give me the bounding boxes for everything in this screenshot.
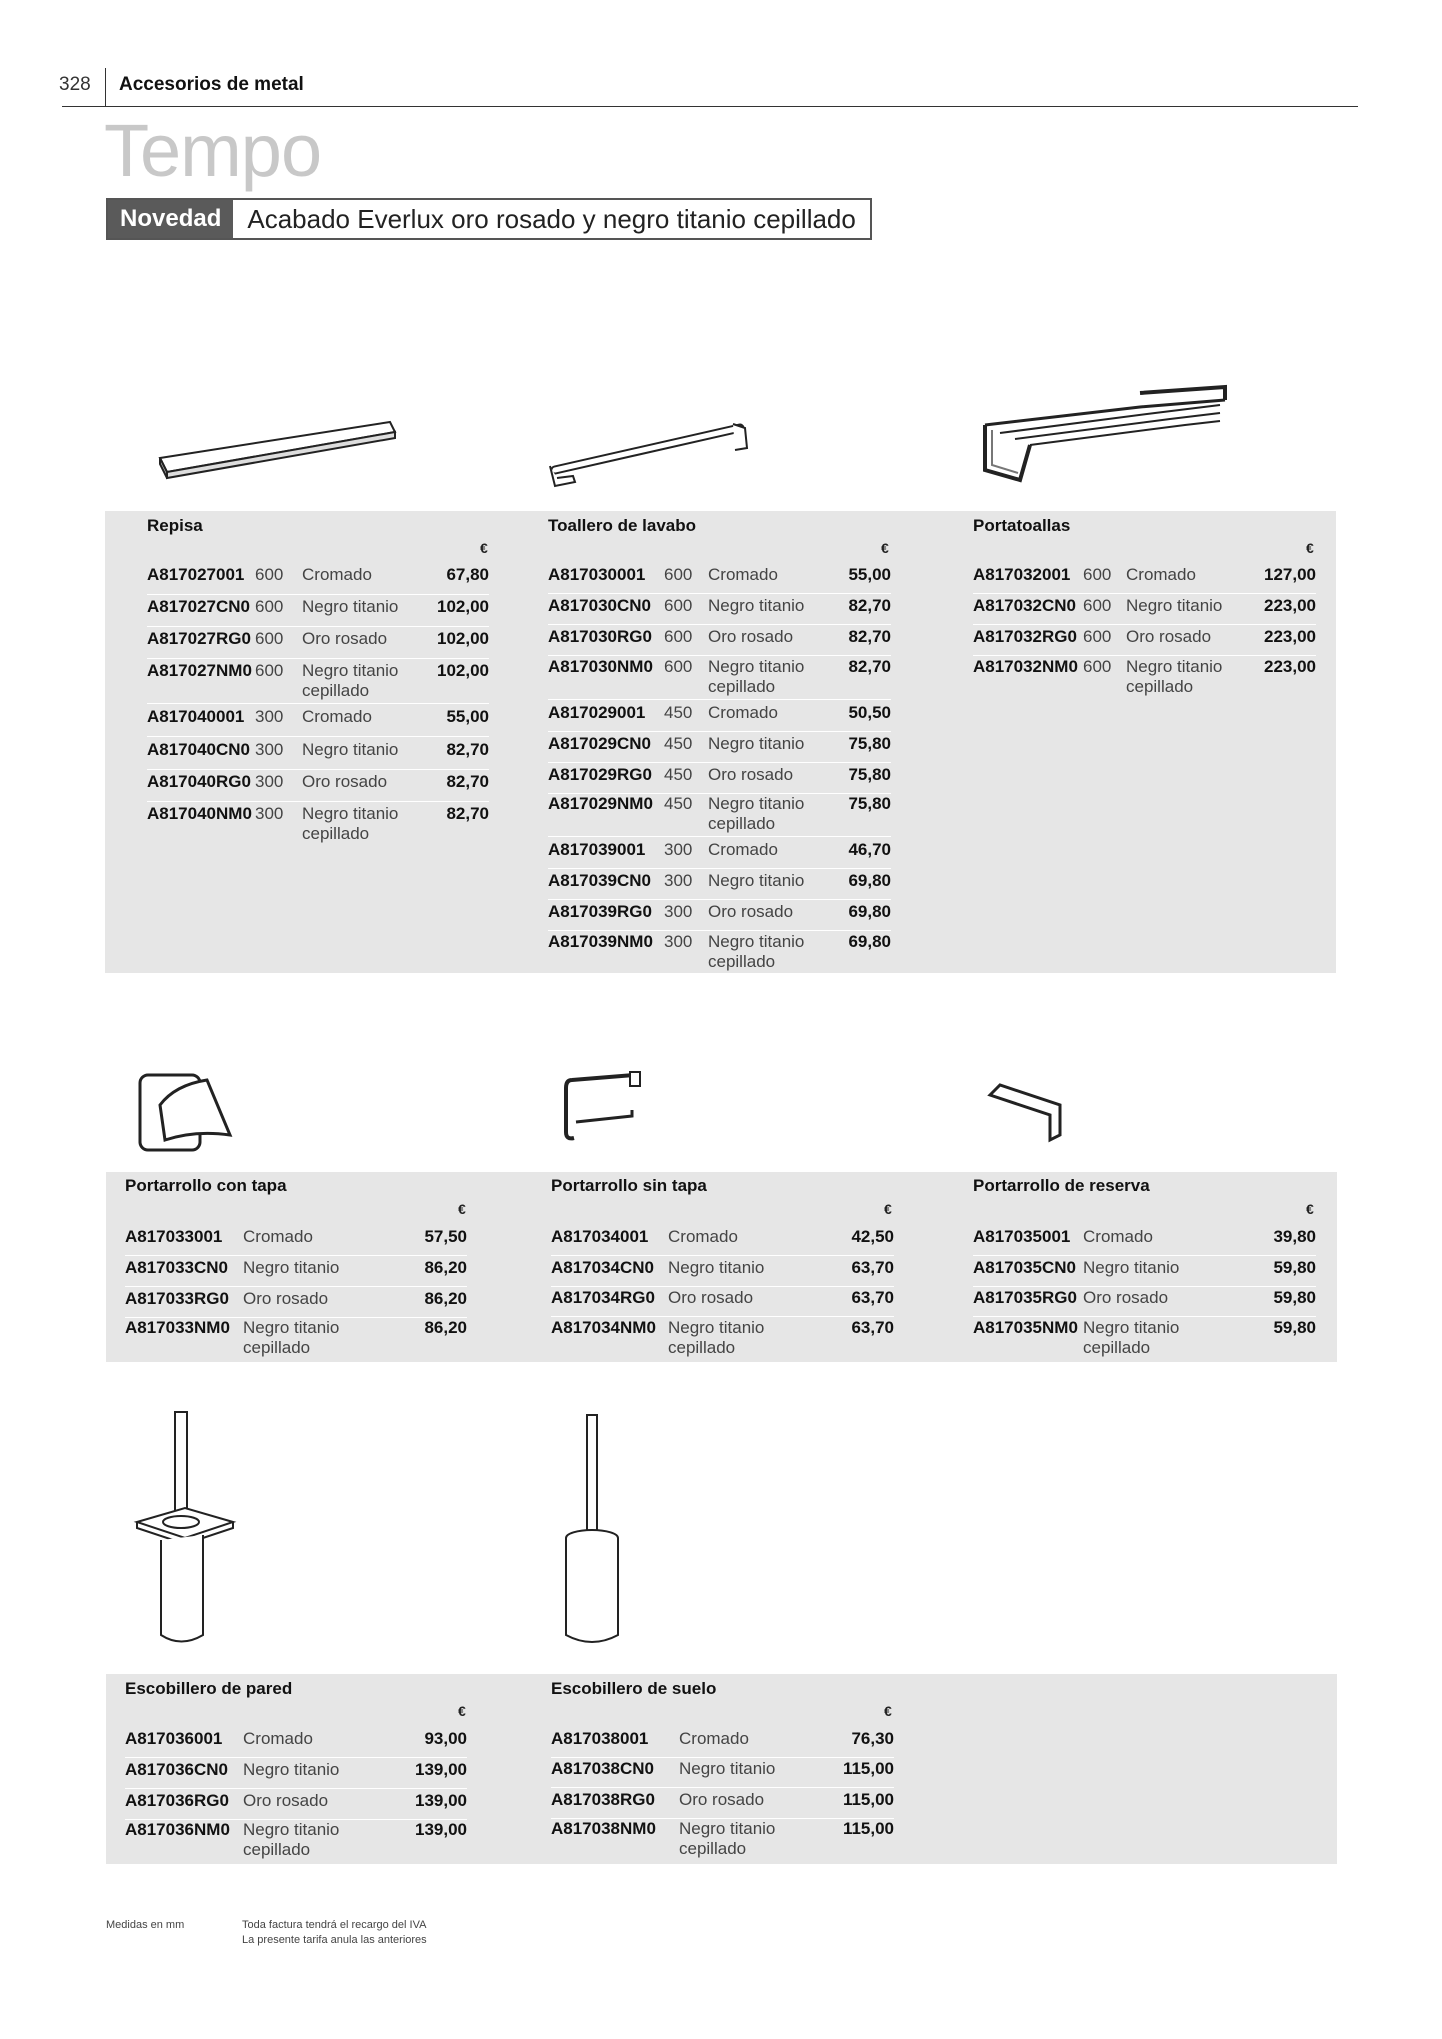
product-code: A817027001: [147, 565, 245, 584]
table-row: [147, 629, 489, 659]
table-row: [125, 1227, 467, 1256]
page-number: 328: [59, 74, 91, 95]
product-finish: Oro rosado: [708, 765, 794, 784]
product-code: A817034CN0: [551, 1258, 655, 1277]
product-price: 86,20: [424, 1318, 467, 1337]
table-row: [551, 1258, 894, 1287]
product-finish: Oro rosado: [243, 1289, 329, 1308]
product-code: A817033001: [125, 1227, 223, 1246]
product-size: 300: [664, 902, 693, 921]
table-row: [125, 1289, 467, 1318]
roll-holder-illustration: [562, 1070, 652, 1145]
product-code: A817035NM0: [973, 1318, 1078, 1337]
product-size: 600: [255, 565, 284, 584]
product-price: 55,00: [848, 565, 891, 584]
product-code: A817038CN0: [551, 1759, 655, 1778]
product-price: 102,00: [437, 597, 489, 616]
table-row: [147, 565, 489, 595]
product-code: A817030CN0: [548, 596, 652, 615]
table-row: [551, 1790, 894, 1819]
portarrollo-tapa-currency: €: [458, 1201, 466, 1217]
product-code: A817030NM0: [548, 657, 653, 676]
product-price: 69,80: [848, 902, 891, 921]
table-row: [147, 661, 489, 704]
repisa-title: Repisa: [147, 516, 203, 535]
portatoallas-title: Portatoallas: [973, 516, 1071, 535]
product-size: 600: [664, 657, 693, 676]
product-size: 300: [255, 707, 284, 726]
product-price: 139,00: [415, 1791, 467, 1810]
product-size: 300: [664, 871, 693, 890]
product-finish: Negro titanio: [302, 597, 399, 616]
escobillero-suelo-title: Escobillero de suelo: [551, 1679, 717, 1698]
product-code: A817030RG0: [548, 627, 652, 646]
product-code: A817039001: [548, 840, 646, 859]
product-finish: Negro titanio cepillado: [243, 1318, 340, 1357]
product-size: 600: [1083, 657, 1112, 676]
product-code: A817035RG0: [973, 1288, 1077, 1307]
product-code: A817032NM0: [973, 657, 1078, 676]
product-finish: Cromado: [679, 1729, 749, 1748]
product-size: 600: [664, 596, 693, 615]
product-price: 69,80: [848, 871, 891, 890]
product-code: A817033NM0: [125, 1318, 230, 1337]
product-finish: Negro titanio: [302, 740, 399, 759]
roll-holder-lid-illustration: [135, 1060, 245, 1160]
product-size: 600: [664, 627, 693, 646]
product-price: 63,70: [851, 1258, 894, 1277]
product-size: 300: [255, 772, 284, 791]
towel-rack-illustration: [980, 385, 1230, 485]
product-finish: Cromado: [668, 1227, 738, 1246]
product-code: A817033RG0: [125, 1289, 229, 1308]
product-finish: Oro rosado: [708, 902, 794, 921]
product-code: A817039CN0: [548, 871, 652, 890]
product-code: A817032CN0: [973, 596, 1077, 615]
product-code: A817029NM0: [548, 794, 653, 813]
product-finish: Negro titanio cepillado: [708, 657, 805, 696]
product-finish: Negro titanio cepillado: [708, 794, 805, 833]
product-price: 82,70: [848, 596, 891, 615]
table-row: [548, 703, 891, 732]
product-code: A817038NM0: [551, 1819, 656, 1838]
product-price: 139,00: [415, 1760, 467, 1779]
footer-units: Medidas en mm: [106, 1919, 185, 1931]
table-row: [973, 1318, 1316, 1360]
product-code: A817039RG0: [548, 902, 652, 921]
product-size: 600: [255, 661, 284, 680]
product-price: 223,00: [1264, 596, 1316, 615]
product-finish: Negro titanio cepillado: [302, 661, 399, 700]
product-finish: Oro rosado: [668, 1288, 754, 1307]
product-code: A817030001: [548, 565, 646, 584]
product-price: 75,80: [848, 765, 891, 784]
escobillero-pared-title: Escobillero de pared: [125, 1679, 293, 1698]
product-code: A817039NM0: [548, 932, 653, 951]
product-finish: Oro rosado: [1083, 1288, 1169, 1307]
footer-note-2: La presente tarifa anula las anteriores: [242, 1934, 427, 1946]
product-finish: Negro titanio cepillado: [1083, 1318, 1180, 1357]
product-code: A817036RG0: [125, 1791, 229, 1810]
brand-title: Tempo: [104, 109, 322, 192]
product-finish: Cromado: [708, 840, 778, 859]
product-price: 82,70: [848, 657, 891, 676]
product-size: 300: [255, 740, 284, 759]
product-code: A817035001: [973, 1227, 1071, 1246]
table-row: [551, 1288, 894, 1317]
towel-rail-illustration: [545, 420, 755, 500]
product-price: 102,00: [437, 661, 489, 680]
product-code: A817033CN0: [125, 1258, 229, 1277]
product-finish: Cromado: [302, 707, 372, 726]
product-code: A817027RG0: [147, 629, 251, 648]
table-row: [973, 1258, 1316, 1287]
product-price: 127,00: [1264, 565, 1316, 584]
footer-note-1: Toda factura tendrá el recargo del IVA: [242, 1919, 427, 1931]
product-finish: Negro titanio: [668, 1258, 765, 1277]
table-row: [551, 1759, 894, 1788]
table-row: [147, 597, 489, 627]
product-finish: Negro titanio cepillado: [243, 1820, 340, 1859]
product-finish: Negro titanio: [708, 734, 805, 753]
product-finish: Cromado: [302, 565, 372, 584]
table-row: [548, 765, 891, 794]
product-price: 115,00: [842, 1819, 894, 1838]
shelf-illustration: [155, 410, 405, 490]
product-finish: Negro titanio cepillado: [668, 1318, 765, 1357]
portarrollo-reserva-title: Portarrollo de reserva: [973, 1176, 1150, 1195]
table-row: [125, 1258, 467, 1287]
product-price: 63,70: [851, 1288, 894, 1307]
product-price: 46,70: [848, 840, 891, 859]
product-price: 59,80: [1273, 1258, 1316, 1277]
table-row: [973, 1227, 1316, 1256]
product-price: 42,50: [851, 1227, 894, 1246]
table-row: [548, 794, 891, 837]
table-row: [548, 596, 891, 625]
product-code: A817034NM0: [551, 1318, 656, 1337]
table-row: [973, 565, 1316, 594]
product-finish: Negro titanio: [243, 1760, 340, 1779]
product-finish: Cromado: [243, 1227, 313, 1246]
toallero-title: Toallero de lavabo: [548, 516, 697, 535]
table-row: [147, 804, 489, 846]
product-size: 450: [664, 734, 693, 753]
portarrollo-sin-currency: €: [884, 1201, 892, 1217]
product-code: A817040NM0: [147, 804, 252, 823]
product-finish: Negro titanio cepillado: [708, 932, 805, 971]
table-row: [125, 1760, 467, 1789]
news-text: Acabado Everlux oro rosado y negro titanio cepillado: [233, 200, 870, 238]
table-row: [125, 1791, 467, 1820]
product-price: 57,50: [424, 1227, 467, 1246]
product-price: 39,80: [1273, 1227, 1316, 1246]
repisa-currency: €: [480, 540, 488, 556]
wall-brush-illustration: [135, 1410, 235, 1650]
product-price: 82,70: [446, 804, 489, 823]
table-row: [548, 902, 891, 931]
table-row: [551, 1819, 894, 1861]
product-price: 139,00: [415, 1820, 467, 1839]
product-code: A817029RG0: [548, 765, 652, 784]
product-price: 223,00: [1264, 657, 1316, 676]
table-row: [125, 1318, 467, 1360]
product-price: 59,80: [1273, 1288, 1316, 1307]
product-code: A817032001: [973, 565, 1071, 584]
product-finish: Negro titanio: [1126, 596, 1223, 615]
table-row: [973, 657, 1316, 699]
table-row: [548, 627, 891, 656]
product-code: A817040001: [147, 707, 245, 726]
product-finish: Oro rosado: [243, 1791, 329, 1810]
product-code: A817040CN0: [147, 740, 251, 759]
product-size: 600: [1083, 627, 1112, 646]
product-finish: Cromado: [1083, 1227, 1153, 1246]
product-size: 600: [1083, 596, 1112, 615]
product-finish: Oro rosado: [708, 627, 794, 646]
escobillero-pared-currency: €: [458, 1703, 466, 1719]
product-price: 59,80: [1273, 1318, 1316, 1337]
product-size: 450: [664, 703, 693, 722]
product-price: 86,20: [424, 1258, 467, 1277]
product-code: A817036NM0: [125, 1820, 230, 1839]
product-price: 82,70: [848, 627, 891, 646]
product-finish: Negro titanio: [708, 871, 805, 890]
table-row: [548, 871, 891, 900]
product-code: A817027NM0: [147, 661, 252, 680]
table-row: [973, 596, 1316, 625]
table-row: [551, 1729, 894, 1758]
product-price: 50,50: [848, 703, 891, 722]
product-code: A817034RG0: [551, 1288, 655, 1307]
product-finish: Cromado: [708, 703, 778, 722]
product-size: 300: [664, 840, 693, 859]
product-code: A817038001: [551, 1729, 649, 1748]
product-code: A817027CN0: [147, 597, 251, 616]
product-price: 102,00: [437, 629, 489, 648]
table-row: [548, 932, 891, 974]
product-size: 600: [664, 565, 693, 584]
product-size: 600: [1083, 565, 1112, 584]
product-finish: Cromado: [1126, 565, 1196, 584]
product-finish: Oro rosado: [302, 629, 388, 648]
product-finish: Oro rosado: [679, 1790, 765, 1809]
portarrollo-tapa-title: Portarrollo con tapa: [125, 1176, 287, 1195]
product-finish: Oro rosado: [1126, 627, 1212, 646]
product-price: 67,80: [446, 565, 489, 584]
header-divider: [105, 68, 106, 106]
table-row: [973, 627, 1316, 656]
portatoallas-currency: €: [1306, 540, 1314, 556]
product-finish: Negro titanio cepillado: [1126, 657, 1223, 696]
news-tag: Novedad: [108, 200, 233, 238]
section-title: Accesorios de metal: [119, 74, 304, 95]
table-row: [147, 707, 489, 737]
product-price: 55,00: [446, 707, 489, 726]
product-code: A817040RG0: [147, 772, 251, 791]
product-finish: Cromado: [708, 565, 778, 584]
table-row: [548, 565, 891, 594]
table-row: [548, 657, 891, 700]
product-code: A817036001: [125, 1729, 223, 1748]
product-size: 450: [664, 794, 693, 813]
product-code: A817032RG0: [973, 627, 1077, 646]
table-row: [551, 1227, 894, 1256]
product-size: 600: [255, 597, 284, 616]
toallero-currency: €: [881, 540, 889, 556]
table-row: [147, 772, 489, 802]
table-row: [125, 1820, 467, 1862]
product-price: 93,00: [424, 1729, 467, 1748]
product-price: 82,70: [446, 772, 489, 791]
product-code: A817034001: [551, 1227, 649, 1246]
floor-brush-illustration: [560, 1413, 630, 1650]
escobillero-suelo-currency: €: [884, 1703, 892, 1719]
news-banner: [106, 198, 872, 240]
product-code: A817029001: [548, 703, 646, 722]
product-price: 86,20: [424, 1289, 467, 1308]
product-code: A817036CN0: [125, 1760, 229, 1779]
product-finish: Cromado: [243, 1729, 313, 1748]
table-row: [147, 740, 489, 770]
table-row: [548, 840, 891, 869]
product-finish: Negro titanio: [1083, 1258, 1180, 1277]
product-price: 115,00: [842, 1759, 894, 1778]
product-size: 300: [255, 804, 284, 823]
product-price: 63,70: [851, 1318, 894, 1337]
product-size: 300: [664, 932, 693, 951]
product-finish: Negro titanio: [243, 1258, 340, 1277]
product-finish: Negro titanio: [708, 596, 805, 615]
product-price: 76,30: [851, 1729, 894, 1748]
product-code: A817038RG0: [551, 1790, 655, 1809]
product-price: 69,80: [848, 932, 891, 951]
product-finish: Negro titanio cepillado: [302, 804, 399, 843]
table-row: [125, 1729, 467, 1758]
product-code: A817035CN0: [973, 1258, 1077, 1277]
product-price: 75,80: [848, 734, 891, 753]
table-row: [973, 1288, 1316, 1317]
product-finish: Negro titanio: [679, 1759, 776, 1778]
portarrollo-sin-title: Portarrollo sin tapa: [551, 1176, 707, 1195]
product-finish: Negro titanio cepillado: [679, 1819, 776, 1858]
product-finish: Oro rosado: [302, 772, 388, 791]
product-price: 223,00: [1264, 627, 1316, 646]
product-code: A817029CN0: [548, 734, 652, 753]
spare-roll-holder-illustration: [985, 1080, 1065, 1150]
header-rule: [62, 106, 1358, 107]
table-row: [551, 1318, 894, 1360]
product-price: 115,00: [842, 1790, 894, 1809]
product-price: 75,80: [848, 794, 891, 813]
product-size: 450: [664, 765, 693, 784]
product-price: 82,70: [446, 740, 489, 759]
table-row: [548, 734, 891, 763]
portarrollo-reserva-currency: €: [1306, 1201, 1314, 1217]
product-size: 600: [255, 629, 284, 648]
